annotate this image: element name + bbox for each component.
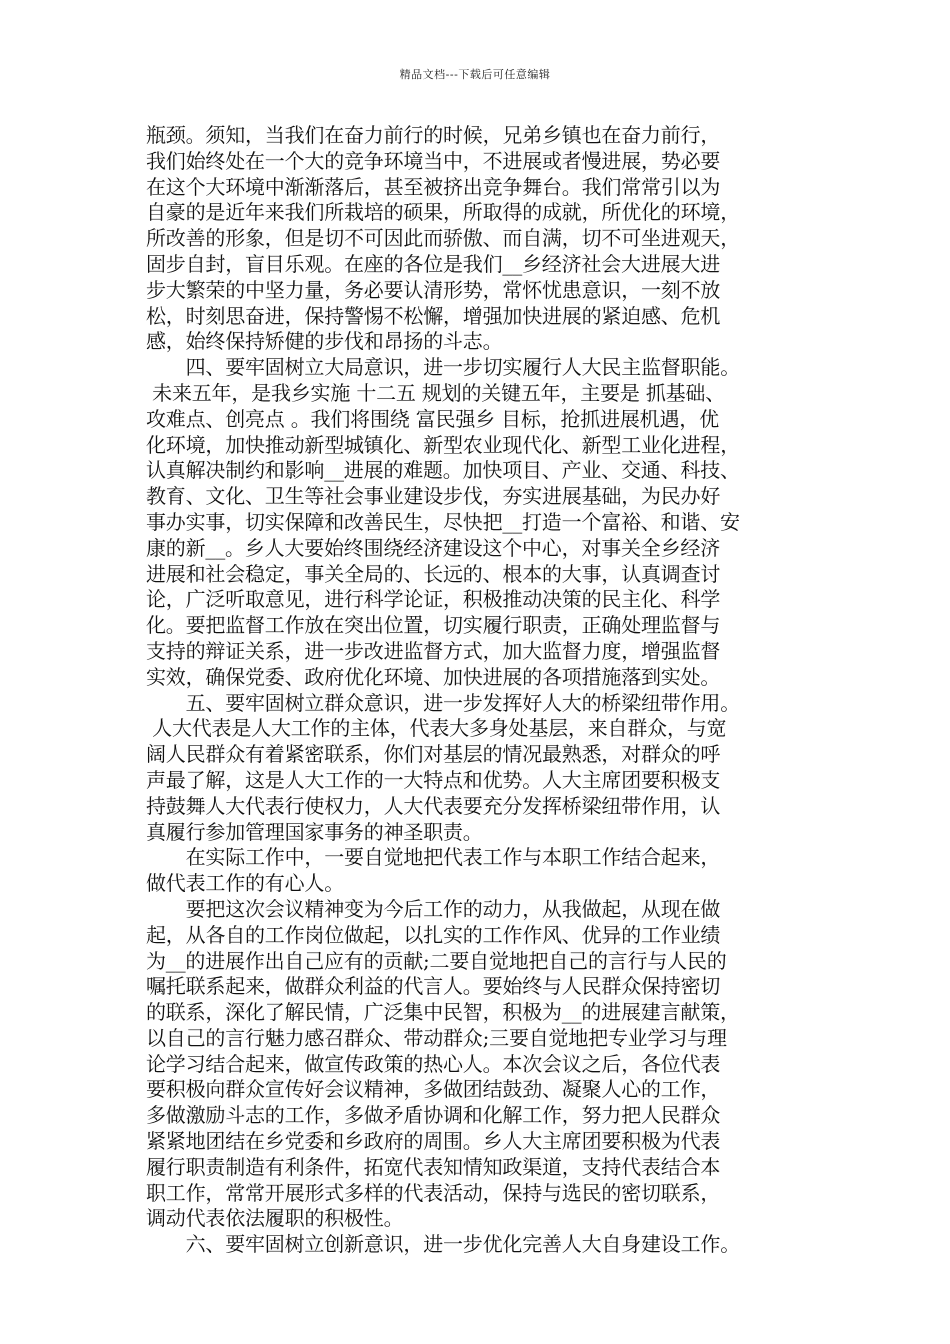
body-text-line: 攻难点、创亮点 。我们将围绕 富民强乡 目标，抢抓进展机遇，优 [146, 406, 719, 431]
body-text-line: 教育、文化、卫生等社会事业建设步伐，夯实进展基础，为民办好 [146, 484, 721, 509]
body-text-line: 化。要把监督工作放在突出位置，切实履行职责，正确处理监督与 [146, 613, 721, 638]
body-text-line: 论学习结合起来，做宣传政策的热心人。本次会议之后，各位代表 [146, 1051, 721, 1076]
body-text-line: 化环境，加快推动新型城镇化、新型农业现代化、新型工业化进程， [146, 432, 740, 457]
body-text-line: 自豪的是近年来我们所栽培的硕果，所取得的成就，所优化的环境， [146, 200, 740, 225]
body-text-line: 康的新__。乡人大要始终围绕经济建设这个中心，对事关全乡经济 [146, 535, 720, 560]
body-text-line: 步大繁荣的中坚力量，务必要认清形势，常怀忧患意识，一刻不放 [146, 277, 721, 302]
body-text-line: 多做激励斗志的工作，多做矛盾协调和化解工作，努力把人民群众 [146, 1103, 721, 1128]
body-text-line: 履行职责制造有利条件，拓宽代表知情知政渠道，支持代表结合本 [146, 1154, 721, 1179]
body-text-line: 感，始终保持矫健的步伐和昂扬的斗志。 [146, 329, 503, 354]
body-text-line: 六、要牢固树立创新意识，进一步优化完善人大自身建设工作。 [146, 1232, 740, 1257]
body-text-line: 事办实事，切实保障和改善民生，尽快把__打造一个富裕、和谐、安 [146, 509, 740, 534]
body-text-line: 起，从各自的工作岗位做起，以扎实的工作作风、优异的工作业绩 [146, 922, 721, 947]
body-text-line: 职工作，常常开展形式多样的代表活动，保持与选民的密切联系， [146, 1180, 721, 1205]
body-text-line: 声最了解，这是人大工作的一大特点和优势。人大主席团要积极支 [146, 767, 721, 792]
body-text-line: 实效，确保党委、政府优化环境、加快进展的各项措施落到实处。 [146, 664, 721, 689]
body-text-line: 五、要牢固树立群众意识，进一步发挥好人大的桥梁纽带作用。 [146, 690, 740, 715]
body-text-line: 论，广泛听取意见，进行科学论证，积极推动决策的民主化、科学 [146, 587, 721, 612]
body-text-line: 认真解决制约和影响__进展的难题。加快项目、产业、交通、科技、 [146, 458, 740, 483]
body-text-line: 在这个大环境中渐渐落后，甚至被挤出竞争舞台。我们常常引以为 [146, 174, 721, 199]
body-text-line: 人大代表是人大工作的主体，代表大多身处基层，来自群众，与宽 [146, 716, 727, 741]
body-text-line: 固步自封，盲目乐观。在座的各位是我们__乡经济社会大进展大进 [146, 251, 720, 276]
body-text-line: 进展和社会稳定，事关全局的、长远的、根本的大事，认真调查讨 [146, 561, 721, 586]
page-header: 精品文档---下载后可任意编辑 [399, 68, 551, 81]
body-text-line: 紧紧地团结在乡党委和乡政府的周围。乡人大主席团要积极为代表 [146, 1129, 721, 1154]
body-text-line: 做代表工作的有心人。 [146, 871, 344, 896]
body-text-line: 所改善的形象，但是切不可因此而骄傲、而自满，切不可坐进观天， [146, 226, 740, 251]
body-text-line: 在实际工作中，一要自觉地把代表工作与本职工作结合起来， [146, 845, 721, 870]
body-text-line: 为__的进展作出自己应有的贡献;二要自觉地把自己的言行与人民的 [146, 948, 727, 973]
body-text-line: 阔人民群众有着紧密联系，你们对基层的情况最熟悉，对群众的呼 [146, 742, 721, 767]
body-text-line: 松，时刻思奋进，保持警惕不松懈，增强加快进展的紧迫感、危机 [146, 303, 721, 328]
document-body [146, 123, 818, 1258]
body-text-line: 四、要牢固树立大局意识，进一步切实履行人大民主监督职能。 [146, 355, 740, 380]
body-text-line: 调动代表依法履职的积极性。 [146, 1206, 404, 1231]
body-text-line: 我们始终处在一个大的竞争环境当中，不进展或者慢进展，势必要 [146, 148, 721, 173]
body-text-line: 持鼓舞人大代表行使权力，人大代表要充分发挥桥梁纽带作用，认 [146, 793, 721, 818]
body-text-line: 的联系，深化了解民情，广泛集中民智，积极为__的进展建言献策， [146, 1000, 740, 1025]
body-text-line: 嘱托联系起来，做群众利益的代言人。要始终与人民群众保持密切 [146, 974, 721, 999]
body-text-line: 以自己的言行魅力感召群众、带动群众;三要自觉地把专业学习与理 [146, 1025, 727, 1050]
body-text-line: 要积极向群众宣传好会议精神，多做团结鼓劲、凝聚人心的工作， [146, 1077, 721, 1102]
body-text-line: 支持的辩证关系，进一步改进监督方式，加大监督力度，增强监督 [146, 638, 721, 663]
body-text-line: 要把这次会议精神变为今后工作的动力，从我做起，从现在做 [146, 896, 721, 921]
body-text-line: 瓶颈。须知，当我们在奋力前行的时候，兄弟乡镇也在奋力前行， [146, 123, 721, 147]
body-text-line: 未来五年，是我乡实施 十二五 规划的关键五年，主要是 抓基础、 [146, 380, 726, 405]
body-text-line: 真履行参加管理国家事务的神圣职责。 [146, 819, 483, 844]
